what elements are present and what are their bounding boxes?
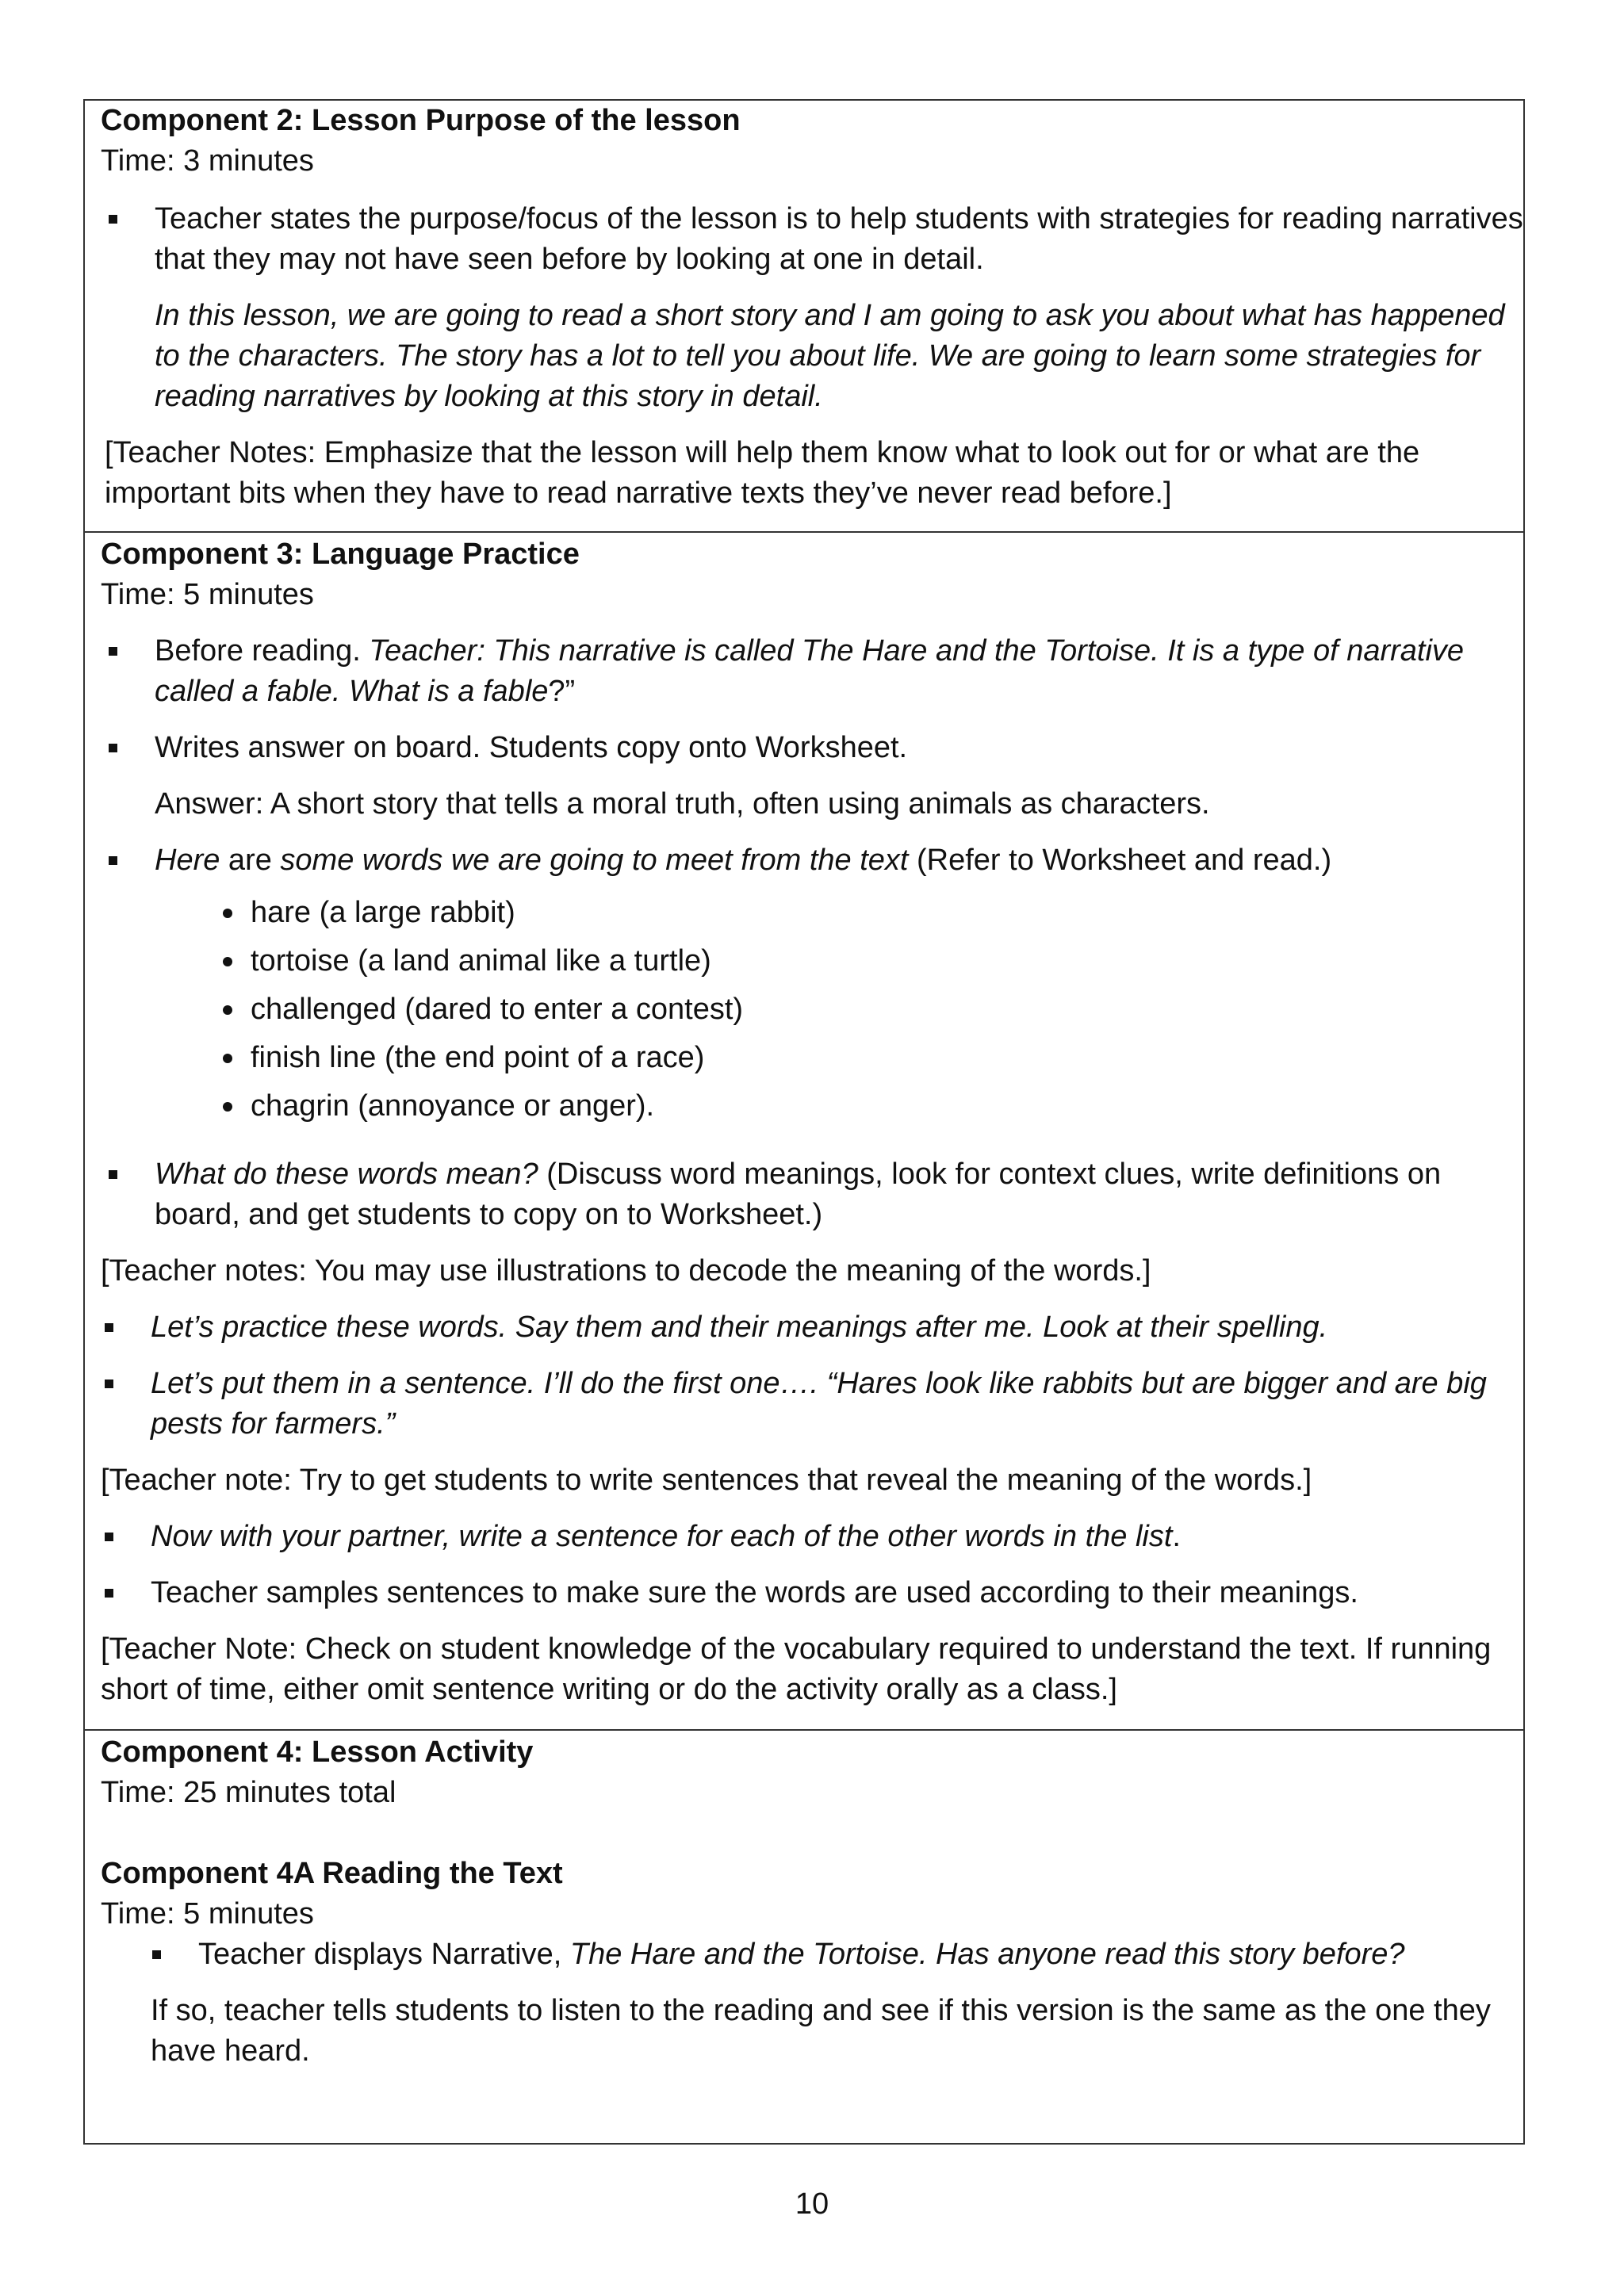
page-number: 10 xyxy=(795,2187,829,2221)
component-3-bullet-before-reading: Before reading. Teacher: This narrative is called The Hare and the Tortoise. It is a type of narrative called a fable. What is a fable?” xyxy=(101,631,1523,712)
vocabulary-item: challenged (dared to enter a contest) xyxy=(101,985,1523,1034)
vocabulary-list xyxy=(101,889,1523,1131)
component-3-title: Component 3: Language Practice xyxy=(101,538,580,571)
square-bullet-icon xyxy=(109,856,117,865)
vocabulary-item: chagrin (annoyance or anger). xyxy=(101,1082,1523,1131)
component-4-title: Component 4: Lesson Activity xyxy=(101,1735,534,1769)
round-bullet-icon xyxy=(223,1054,232,1063)
component-4a-time: Time: 5 minutes xyxy=(101,1897,314,1931)
vocabulary-item: tortoise (a land animal like a turtle) xyxy=(101,937,1523,985)
component-2-note: [Teacher Notes: Emphasize that the lesson will help them know what to look out for or what are the important bits when they have to read narrative texts they’ve never read before.] xyxy=(105,436,1420,510)
component-3-cell xyxy=(85,531,1523,1729)
lesson-table xyxy=(83,99,1525,2145)
square-bullet-icon xyxy=(109,215,117,224)
square-bullet-icon xyxy=(109,647,117,656)
component-4a-paragraph: If so, teacher tells students to listen to the reading and see if this version is the same as the one they have heard. xyxy=(151,1994,1491,2068)
square-bullet-icon xyxy=(152,1950,161,1959)
vocabulary-item: finish line (the end point of a race) xyxy=(101,1034,1523,1082)
component-3-bullet-words: Here are some words we are going to meet from the text (Refer to Worksheet and read.) xyxy=(101,840,1523,881)
square-bullet-icon xyxy=(105,1323,113,1332)
component-3-bullet-writes-answer: Writes answer on board. Students copy onto Worksheet. xyxy=(101,728,1523,768)
round-bullet-icon xyxy=(223,909,232,918)
component-3-answer: Answer: A short story that tells a moral truth, often using animals as characters. xyxy=(155,787,1210,821)
component-4a-bullet: Teacher displays Narrative, The Hare and the Tortoise. Has anyone read this story before? xyxy=(101,1934,1523,1975)
component-3-bullet-samples: Teacher samples sentences to make sure the words are used according to their meanings. xyxy=(101,1573,1523,1613)
round-bullet-icon xyxy=(223,1005,232,1015)
component-4-cell xyxy=(85,1729,1523,2143)
component-2-quote: In this lesson, we are going to read a short story and I am going to ask you about what has happened to the characters. The story has a lot to tell you about life. We are going to learn some strategies for reading narratives by looking at this story in detail. xyxy=(155,299,1505,413)
component-3-note-illustrations: [Teacher notes: You may use illustrations to decode the meaning of the words.] xyxy=(101,1254,1151,1288)
round-bullet-icon xyxy=(223,957,232,966)
square-bullet-icon xyxy=(105,1380,113,1388)
component-3-bullet-sentence: Let’s put them in a sentence. I’ll do the first one…. “Hares look like rabbits but are bigger and are big pests for farmers.” xyxy=(101,1364,1523,1445)
component-3-bullet-meanings: What do these words mean? (Discuss word meanings, look for context clues, write definitions on board, and get students to copy on to Worksheet.) xyxy=(101,1154,1523,1235)
component-4a-title: Component 4A Reading the Text xyxy=(101,1857,563,1890)
vocabulary-item: hare (a large rabbit) xyxy=(101,889,1523,937)
component-2-bullet: Teacher states the purpose/focus of the lesson is to help students with strategies for reading narratives that they may not have seen before by looking at one in detail. xyxy=(101,199,1523,280)
round-bullet-icon xyxy=(223,1102,232,1112)
component-4-time: Time: 25 minutes total xyxy=(101,1776,396,1809)
component-2-title: Component 2: Lesson Purpose of the lesson xyxy=(101,104,741,137)
component-3-bullet-partner: Now with your partner, write a sentence for each of the other words in the list. xyxy=(101,1517,1523,1557)
component-2-time: Time: 3 minutes xyxy=(101,144,314,178)
square-bullet-icon xyxy=(105,1589,113,1598)
square-bullet-icon xyxy=(105,1533,113,1541)
component-3-bullet-practice: Let’s practice these words. Say them and their meanings after me. Look at their spelling. xyxy=(101,1307,1523,1348)
component-3-note-sentences: [Teacher note: Try to get students to write sentences that reveal the meaning of the words.] xyxy=(101,1464,1312,1497)
square-bullet-icon xyxy=(109,1170,117,1179)
component-2-cell xyxy=(85,101,1523,531)
component-3-time: Time: 5 minutes xyxy=(101,578,314,611)
square-bullet-icon xyxy=(109,744,117,752)
component-3-note-vocabulary: [Teacher Note: Check on student knowledge of the vocabulary required to understand the text. If running short of time, either omit sentence writing or do the activity orally as a class.] xyxy=(101,1632,1492,1706)
